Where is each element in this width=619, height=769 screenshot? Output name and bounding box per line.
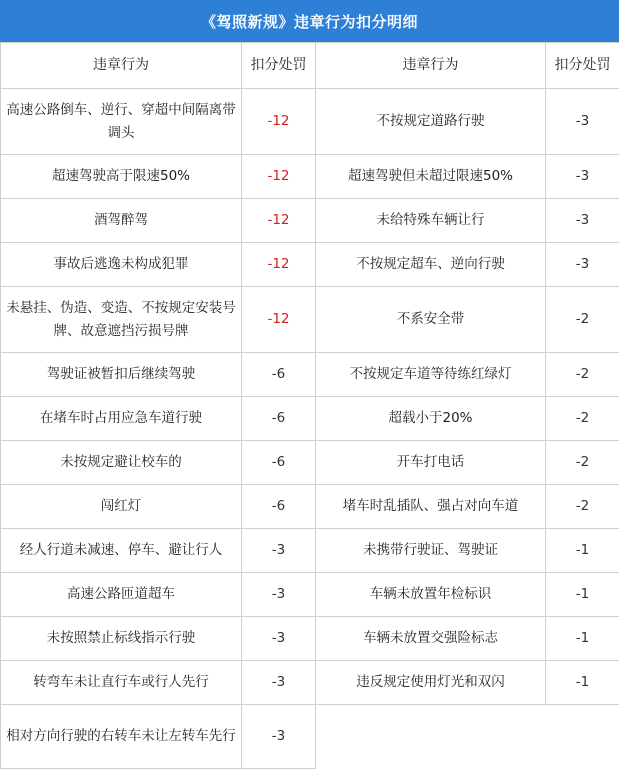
- violation-cell: 经人行道未减速、停车、避让行人: [1, 529, 242, 573]
- table-row: [1, 287, 619, 353]
- violation-cell: 闯红灯: [1, 485, 242, 529]
- table-row: [1, 485, 619, 529]
- penalty-table: [0, 42, 619, 769]
- violation-cell: 不按规定超车、逆向行驶: [316, 243, 546, 287]
- penalty-cell: -3: [546, 243, 619, 287]
- violation-cell: 驾驶证被暂扣后继续驾驶: [1, 353, 242, 397]
- table-row: [1, 199, 619, 243]
- violation-cell: 开车打电话: [316, 441, 546, 485]
- penalty-cell: -6: [242, 441, 316, 485]
- penalty-cell: -1: [546, 617, 619, 661]
- violation-cell: 超速驾驶但未超过限速50%: [316, 155, 546, 199]
- table-row: [1, 155, 619, 199]
- table-row: [1, 529, 619, 573]
- penalty-cell: -2: [546, 485, 619, 529]
- penalty-cell: -2: [546, 353, 619, 397]
- penalty-cell: -2: [546, 441, 619, 485]
- penalty-cell: -1: [546, 661, 619, 705]
- column-header-penalty: 扣分处罚: [546, 43, 619, 89]
- penalty-cell: -12: [242, 89, 316, 155]
- violation-cell: 不按规定车道等待练红绿灯: [316, 353, 546, 397]
- penalty-cell: -6: [242, 397, 316, 441]
- violation-cell: 车辆未放置年检标识: [316, 573, 546, 617]
- page-title: 《驾照新规》违章行为扣分明细: [0, 0, 619, 42]
- violation-cell: 未按照禁止标线指示行驶: [1, 617, 242, 661]
- penalty-cell: -6: [242, 353, 316, 397]
- table-row: [1, 661, 619, 705]
- violation-cell: 高速公路倒车、逆行、穿超中间隔离带调头: [1, 89, 242, 155]
- penalty-cell: -3: [546, 89, 619, 155]
- violation-cell: 堵车时乱插队、强占对向车道: [316, 485, 546, 529]
- penalty-cell: -3: [242, 661, 316, 705]
- penalty-cell: -12: [242, 199, 316, 243]
- penalty-cell: -2: [546, 397, 619, 441]
- penalty-cell: -1: [546, 529, 619, 573]
- table-row: [1, 441, 619, 485]
- penalty-cell: -2: [546, 287, 619, 353]
- penalty-cell: -3: [546, 199, 619, 243]
- violation-cell: 未按规定避让校车的: [1, 441, 242, 485]
- penalty-cell: -12: [242, 155, 316, 199]
- column-header-violation: 违章行为: [316, 43, 546, 89]
- penalty-cell: -3: [242, 529, 316, 573]
- column-header-violation: 违章行为: [1, 43, 242, 89]
- violation-cell: 不系安全带: [316, 287, 546, 353]
- violation-cell: 在堵车时占用应急车道行驶: [1, 397, 242, 441]
- violation-cell: 高速公路匝道超车: [1, 573, 242, 617]
- table-row: [1, 397, 619, 441]
- violation-cell: 车辆未放置交强险标志: [316, 617, 546, 661]
- violation-cell: 未悬挂、伪造、变造、不按规定安装号牌、故意遮挡污损号牌: [1, 287, 242, 353]
- penalty-cell: -1: [546, 573, 619, 617]
- violation-cell: 事故后逃逸未构成犯罪: [1, 243, 242, 287]
- table-row: [1, 89, 619, 155]
- violation-cell: 超速驾驶高于限速50%: [1, 155, 242, 199]
- table-row: [1, 617, 619, 661]
- violation-cell: 酒驾醉驾: [1, 199, 242, 243]
- penalty-cell: -3: [242, 573, 316, 617]
- table-row: [1, 243, 619, 287]
- penalty-cell: -3: [242, 617, 316, 661]
- table-row: [1, 573, 619, 617]
- penalty-cell: -12: [242, 243, 316, 287]
- table-row: [1, 705, 619, 769]
- violation-cell: 未给特殊车辆让行: [316, 199, 546, 243]
- table-header-row: [1, 43, 619, 89]
- violation-cell: 未携带行驶证、驾驶证: [316, 529, 546, 573]
- column-header-penalty: 扣分处罚: [242, 43, 316, 89]
- violation-cell: 转弯车未让直行车或行人先行: [1, 661, 242, 705]
- empty-cell: [316, 705, 619, 769]
- penalty-cell: -3: [242, 705, 316, 769]
- violation-cell: 相对方向行驶的右转车未让左转车先行: [1, 705, 242, 769]
- penalty-cell: -12: [242, 287, 316, 353]
- table-row: [1, 353, 619, 397]
- violation-cell: 违反规定使用灯光和双闪: [316, 661, 546, 705]
- penalty-cell: -3: [546, 155, 619, 199]
- violation-cell: 超载小于20%: [316, 397, 546, 441]
- violation-cell: 不按规定道路行驶: [316, 89, 546, 155]
- penalty-cell: -6: [242, 485, 316, 529]
